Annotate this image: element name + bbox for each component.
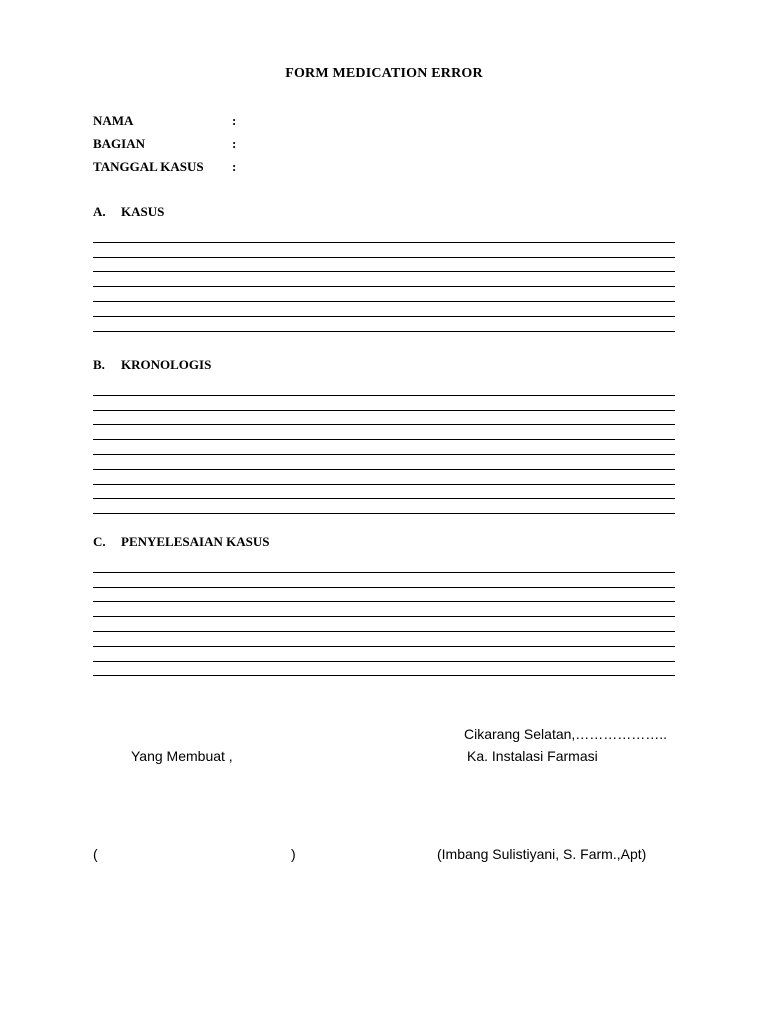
writing-line [93, 258, 675, 273]
section-title: PENYELESAIAN KASUS [121, 534, 270, 549]
field-colon-bagian: : [232, 136, 237, 151]
writing-line [93, 302, 675, 317]
signer-role-left: Yang Membuat , [131, 748, 233, 764]
section-letter: A. [93, 204, 106, 219]
writing-lines-penyelesaian-kasus [93, 558, 675, 676]
writing-line [93, 617, 675, 632]
section-heading-kronologis [93, 357, 211, 373]
writing-lines-kronologis [93, 381, 675, 514]
field-label-tanggal-kasus: TANGGAL KASUS [93, 159, 204, 174]
field-label-bagian: BAGIAN [93, 136, 146, 151]
section-heading-kasus [93, 204, 164, 220]
form-title: FORM MEDICATION ERROR [285, 66, 483, 81]
writing-line [93, 632, 675, 647]
writing-line [93, 317, 675, 332]
writing-line [93, 243, 675, 258]
writing-line [93, 381, 675, 396]
writing-line [93, 602, 675, 617]
section-title: KASUS [121, 204, 165, 219]
field-colon-tanggal-kasus: : [232, 159, 237, 174]
section-heading-penyelesaian-kasus [93, 534, 269, 550]
signature-paren-close: ) [291, 846, 296, 862]
signature-paren-open: ( [93, 846, 98, 862]
writing-line [93, 287, 675, 302]
section-letter: C. [93, 534, 106, 549]
writing-line [93, 573, 675, 588]
writing-line [93, 440, 675, 455]
field-colon-nama: : [232, 113, 237, 128]
writing-line [93, 558, 675, 573]
signer-name-right: (Imbang Sulistiyani, S. Farm.,Apt) [437, 846, 647, 862]
writing-line [93, 470, 675, 485]
place-date-line: Cikarang Selatan,……………….. [464, 726, 668, 742]
writing-line [93, 411, 675, 426]
writing-line [93, 272, 675, 287]
section-title: KRONOLOGIS [121, 357, 212, 372]
section-letter: B. [93, 357, 105, 372]
signer-role-right: Ka. Instalasi Farmasi [467, 748, 598, 764]
writing-lines-kasus [93, 228, 675, 332]
field-label-nama: NAMA [93, 113, 134, 128]
writing-line [93, 588, 675, 603]
writing-line [93, 647, 675, 662]
writing-line [93, 455, 675, 470]
writing-line [93, 485, 675, 500]
writing-line [93, 425, 675, 440]
writing-line [93, 499, 675, 514]
writing-line [93, 396, 675, 411]
writing-line [93, 662, 675, 677]
writing-line [93, 228, 675, 243]
